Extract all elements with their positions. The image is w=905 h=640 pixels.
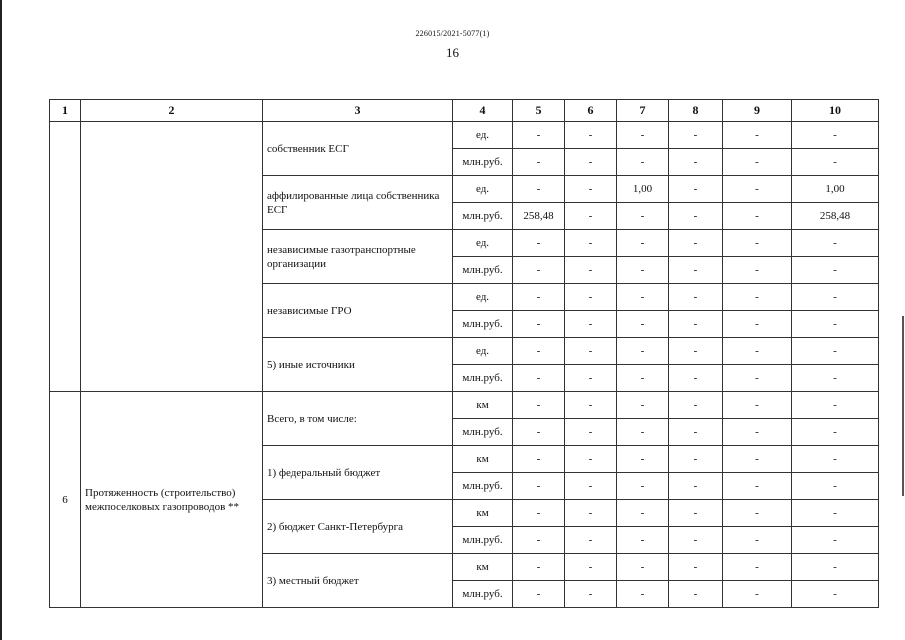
unit-cell: млн.руб.: [453, 581, 513, 608]
value-cell-col9: -: [723, 338, 792, 365]
scan-edge-left: [0, 0, 2, 640]
value-cell-col9: -: [723, 230, 792, 257]
value-cell-col8: -: [669, 527, 723, 554]
table-row: [50, 122, 879, 149]
table-row: [50, 392, 879, 419]
value-cell-col9: -: [723, 149, 792, 176]
unit-cell: ед.: [453, 284, 513, 311]
funding-source: 3) местный бюджет: [263, 554, 453, 608]
value-cell-col8: -: [669, 149, 723, 176]
page-number: 16: [446, 45, 459, 60]
value-cell-col9: -: [723, 203, 792, 230]
value-cell-col7: -: [617, 527, 669, 554]
value-cell-col9: -: [723, 473, 792, 500]
funding-source: аффилированные лица собственника ЕСГ: [263, 176, 453, 230]
unit-cell: млн.руб.: [453, 473, 513, 500]
value-cell-col9: -: [723, 365, 792, 392]
value-cell-col5: -: [513, 581, 565, 608]
column-header-6: 6: [565, 100, 617, 122]
value-cell-col9: -: [723, 257, 792, 284]
value-cell-col10: -: [792, 581, 879, 608]
unit-cell: млн.руб.: [453, 257, 513, 284]
column-header-9: 9: [723, 100, 792, 122]
value-cell-col9: -: [723, 122, 792, 149]
value-cell-col5: -: [513, 554, 565, 581]
value-cell-col10: -: [792, 230, 879, 257]
value-cell-col7: -: [617, 230, 669, 257]
value-cell-col5: -: [513, 311, 565, 338]
value-cell-col5: -: [513, 122, 565, 149]
value-cell-col5: -: [513, 257, 565, 284]
funding-source: независимые ГРО: [263, 284, 453, 338]
value-cell-col8: -: [669, 122, 723, 149]
value-cell-col9: -: [723, 527, 792, 554]
funding-source: Всего, в том числе:: [263, 392, 453, 446]
value-cell-col6: -: [565, 554, 617, 581]
value-cell-col10: -: [792, 257, 879, 284]
value-cell-col8: -: [669, 176, 723, 203]
value-cell-col9: -: [723, 392, 792, 419]
value-cell-col10: -: [792, 122, 879, 149]
value-cell-col9: -: [723, 581, 792, 608]
value-cell-col5: -: [513, 365, 565, 392]
value-cell-col7: 1,00: [617, 176, 669, 203]
value-cell-col5: -: [513, 338, 565, 365]
value-cell-col10: -: [792, 365, 879, 392]
column-header-7: 7: [617, 100, 669, 122]
value-cell-col6: -: [565, 446, 617, 473]
value-cell-col10: -: [792, 311, 879, 338]
value-cell-col8: -: [669, 284, 723, 311]
value-cell-col5: -: [513, 500, 565, 527]
funding-source: 5) иные источники: [263, 338, 453, 392]
unit-cell: ед.: [453, 122, 513, 149]
value-cell-col7: -: [617, 446, 669, 473]
value-cell-col7: -: [617, 284, 669, 311]
value-cell-col9: -: [723, 419, 792, 446]
value-cell-col5: -: [513, 392, 565, 419]
unit-cell: км: [453, 554, 513, 581]
value-cell-col10: -: [792, 392, 879, 419]
value-cell-col6: -: [565, 365, 617, 392]
value-cell-col6: -: [565, 122, 617, 149]
value-cell-col5: -: [513, 230, 565, 257]
unit-cell: ед.: [453, 230, 513, 257]
unit-cell: млн.руб.: [453, 203, 513, 230]
value-cell-col6: -: [565, 149, 617, 176]
value-cell-col5: -: [513, 419, 565, 446]
value-cell-col8: -: [669, 338, 723, 365]
value-cell-col8: -: [669, 581, 723, 608]
value-cell-col8: -: [669, 311, 723, 338]
data-table: [49, 99, 879, 608]
value-cell-col7: -: [617, 473, 669, 500]
value-cell-col5: -: [513, 446, 565, 473]
value-cell-col7: -: [617, 311, 669, 338]
value-cell-col10: -: [792, 554, 879, 581]
column-header-1: 1: [50, 100, 81, 122]
value-cell-col7: -: [617, 581, 669, 608]
value-cell-col10: -: [792, 149, 879, 176]
value-cell-col8: -: [669, 203, 723, 230]
value-cell-col5: 258,48: [513, 203, 565, 230]
value-cell-col8: -: [669, 230, 723, 257]
value-cell-col7: -: [617, 203, 669, 230]
column-header-3: 3: [263, 100, 453, 122]
value-cell-col10: -: [792, 473, 879, 500]
column-header-4: 4: [453, 100, 513, 122]
value-cell-col6: -: [565, 311, 617, 338]
indicator-name: Протяженность (строительство) межпоселковых газопроводов **: [81, 392, 263, 608]
value-cell-col8: -: [669, 500, 723, 527]
value-cell-col8: -: [669, 365, 723, 392]
table-header: [50, 100, 879, 122]
scan-edge-right: [902, 316, 904, 496]
value-cell-col10: -: [792, 338, 879, 365]
value-cell-col10: -: [792, 527, 879, 554]
value-cell-col8: -: [669, 473, 723, 500]
funding-source: 2) бюджет Санкт-Петербурга: [263, 500, 453, 554]
value-cell-col6: -: [565, 527, 617, 554]
value-cell-col7: -: [617, 338, 669, 365]
value-cell-col8: -: [669, 392, 723, 419]
value-cell-col7: -: [617, 257, 669, 284]
unit-cell: км: [453, 392, 513, 419]
unit-cell: км: [453, 446, 513, 473]
value-cell-col9: -: [723, 311, 792, 338]
value-cell-col6: -: [565, 284, 617, 311]
value-cell-col5: -: [513, 149, 565, 176]
column-header-5: 5: [513, 100, 565, 122]
value-cell-col6: -: [565, 419, 617, 446]
value-cell-col6: -: [565, 473, 617, 500]
unit-cell: млн.руб.: [453, 527, 513, 554]
column-header-2: 2: [81, 100, 263, 122]
value-cell-col6: -: [565, 338, 617, 365]
value-cell-col7: -: [617, 365, 669, 392]
document-number: 226015/2021-5077(1): [415, 29, 490, 38]
value-cell-col7: -: [617, 122, 669, 149]
row-number: [50, 122, 81, 392]
value-cell-col7: -: [617, 500, 669, 527]
funding-source: независимые газотранспортные организации: [263, 230, 453, 284]
column-header-8: 8: [669, 100, 723, 122]
unit-cell: км: [453, 500, 513, 527]
value-cell-col8: -: [669, 554, 723, 581]
value-cell-col9: -: [723, 284, 792, 311]
value-cell-col6: -: [565, 500, 617, 527]
value-cell-col5: -: [513, 284, 565, 311]
value-cell-col8: -: [669, 257, 723, 284]
value-cell-col10: 258,48: [792, 203, 879, 230]
value-cell-col7: -: [617, 392, 669, 419]
value-cell-col7: -: [617, 149, 669, 176]
unit-cell: млн.руб.: [453, 311, 513, 338]
value-cell-col6: -: [565, 230, 617, 257]
unit-cell: млн.руб.: [453, 365, 513, 392]
funding-source: 1) федеральный бюджет: [263, 446, 453, 500]
value-cell-col9: -: [723, 500, 792, 527]
value-cell-col5: -: [513, 527, 565, 554]
value-cell-col9: -: [723, 176, 792, 203]
row-number: 6: [50, 392, 81, 608]
value-cell-col5: -: [513, 473, 565, 500]
value-cell-col7: -: [617, 419, 669, 446]
unit-cell: млн.руб.: [453, 419, 513, 446]
unit-cell: ед.: [453, 338, 513, 365]
value-cell-col8: -: [669, 446, 723, 473]
column-header-10: 10: [792, 100, 879, 122]
unit-cell: млн.руб.: [453, 149, 513, 176]
value-cell-col10: 1,00: [792, 176, 879, 203]
value-cell-col6: -: [565, 176, 617, 203]
value-cell-col10: -: [792, 500, 879, 527]
funding-source: собственник ЕСГ: [263, 122, 453, 176]
value-cell-col9: -: [723, 554, 792, 581]
value-cell-col6: -: [565, 392, 617, 419]
value-cell-col6: -: [565, 257, 617, 284]
value-cell-col10: -: [792, 284, 879, 311]
value-cell-col10: -: [792, 419, 879, 446]
indicator-name: [81, 122, 263, 392]
unit-cell: ед.: [453, 176, 513, 203]
value-cell-col9: -: [723, 446, 792, 473]
value-cell-col10: -: [792, 446, 879, 473]
table-body: [50, 122, 879, 608]
value-cell-col7: -: [617, 554, 669, 581]
header-row: [50, 100, 879, 122]
value-cell-col8: -: [669, 419, 723, 446]
value-cell-col5: -: [513, 176, 565, 203]
value-cell-col6: -: [565, 203, 617, 230]
value-cell-col6: -: [565, 581, 617, 608]
